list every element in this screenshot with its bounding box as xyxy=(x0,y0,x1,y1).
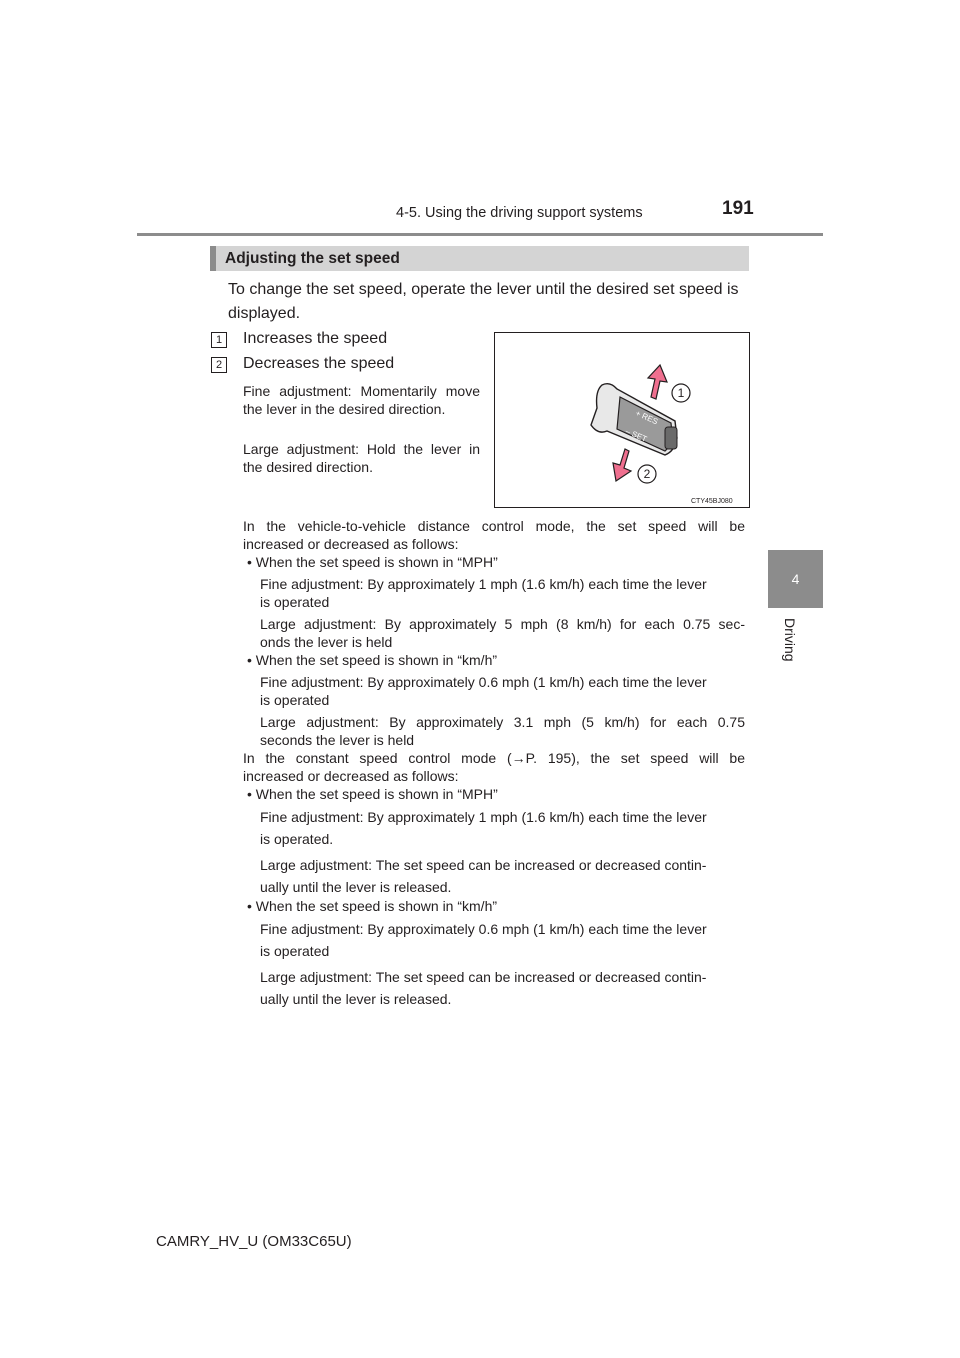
callout-2-number: 2 xyxy=(643,467,651,481)
running-header: 4-5. Using the driving support systems xyxy=(396,205,643,221)
cruise-lever-illustration xyxy=(495,333,749,507)
vdc-kmh-bullet: • When the set speed is shown in “km/h” xyxy=(247,652,498,668)
callout-1-number: 1 xyxy=(677,386,685,400)
csc-mph-large-2: ually until the lever is released. xyxy=(260,879,452,895)
intro-text: To change the set speed, operate the lever until the desired set speed is displayed. xyxy=(228,281,739,322)
csc-kmh-large-2: ually until the lever is released. xyxy=(260,991,452,1007)
figure-code: CTY45BJ080 xyxy=(691,498,733,505)
vdc-mph-bullet: • When the set speed is shown in “MPH” xyxy=(247,554,498,570)
fine-adjust-note: Fine adjustment: Momentarily move the lever in the desired direction. xyxy=(243,383,480,417)
lever-figure xyxy=(494,332,750,508)
csc-mph-bullet: • When the set speed is shown in “MPH” xyxy=(247,786,498,802)
item-number-1: 1 xyxy=(211,332,227,348)
item-label-decrease: Decreases the speed xyxy=(243,355,395,372)
csc-mph-large-1: Large adjustment: The set speed can be increased or decreased contin- xyxy=(260,857,707,873)
page-number: 191 xyxy=(722,198,754,219)
vdc-kmh-large-1: Large adjustment: By approximately 3.1 mph (5 km/h) for each 0.75 xyxy=(260,714,745,730)
csc-kmh-fine-1: Fine adjustment: By approximately 0.6 mph (1 km/h) each time the lever xyxy=(260,921,707,937)
lever-set-label: – SET xyxy=(624,426,649,444)
footer-model-code: CAMRY_HV_U (OM33C65U) xyxy=(156,1233,352,1250)
vdc-mph-large-2: onds the lever is held xyxy=(260,634,393,650)
csc-kmh-large-1: Large adjustment: The set speed can be increased or decreased contin- xyxy=(260,969,707,985)
vdc-intro-1: In the vehicle-to-vehicle distance control mode, the set speed will be xyxy=(243,518,745,534)
chapter-label: Driving xyxy=(782,618,798,662)
vdc-kmh-fine-2: is operated xyxy=(260,692,330,708)
csc-intro-2: increased or decreased as follows: xyxy=(243,768,459,784)
csc-intro-1: In the constant speed control mode (→P. 195), the set speed will be xyxy=(243,750,745,766)
csc-kmh-bullet: • When the set speed is shown in “km/h” xyxy=(247,898,498,914)
csc-mph-fine-2: is operated. xyxy=(260,831,334,847)
vdc-kmh-large-2: seconds the lever is held xyxy=(260,732,415,748)
vdc-mph-fine-1: Fine adjustment: By approximately 1 mph (1.6 km/h) each time the lever xyxy=(260,576,707,592)
down-arrow-icon xyxy=(613,449,631,481)
chapter-tab: 4 xyxy=(768,550,823,608)
lever-icon xyxy=(591,384,677,455)
vdc-mph-fine-2: is operated xyxy=(260,594,330,610)
csc-kmh-fine-2: is operated xyxy=(260,943,330,959)
header-rule xyxy=(137,233,823,236)
item-number-2: 2 xyxy=(211,357,227,373)
large-adjust-note: Large adjustment: Hold the lever in the desired direction. xyxy=(243,441,480,475)
vdc-mph-large-1: Large adjustment: By approximately 5 mph (8 km/h) for each 0.75 sec- xyxy=(260,616,745,632)
up-arrow-icon xyxy=(648,365,667,399)
section-title: Adjusting the set speed xyxy=(210,246,749,271)
item-label-increase: Increases the speed xyxy=(243,330,388,347)
vdc-kmh-fine-1: Fine adjustment: By approximately 0.6 mph (1 km/h) each time the lever xyxy=(260,674,707,690)
csc-mph-fine-1: Fine adjustment: By approximately 1 mph (1.6 km/h) each time the lever xyxy=(260,809,707,825)
vdc-intro-2: increased or decreased as follows: xyxy=(243,536,459,552)
lever-res-label: + RES xyxy=(634,408,660,427)
